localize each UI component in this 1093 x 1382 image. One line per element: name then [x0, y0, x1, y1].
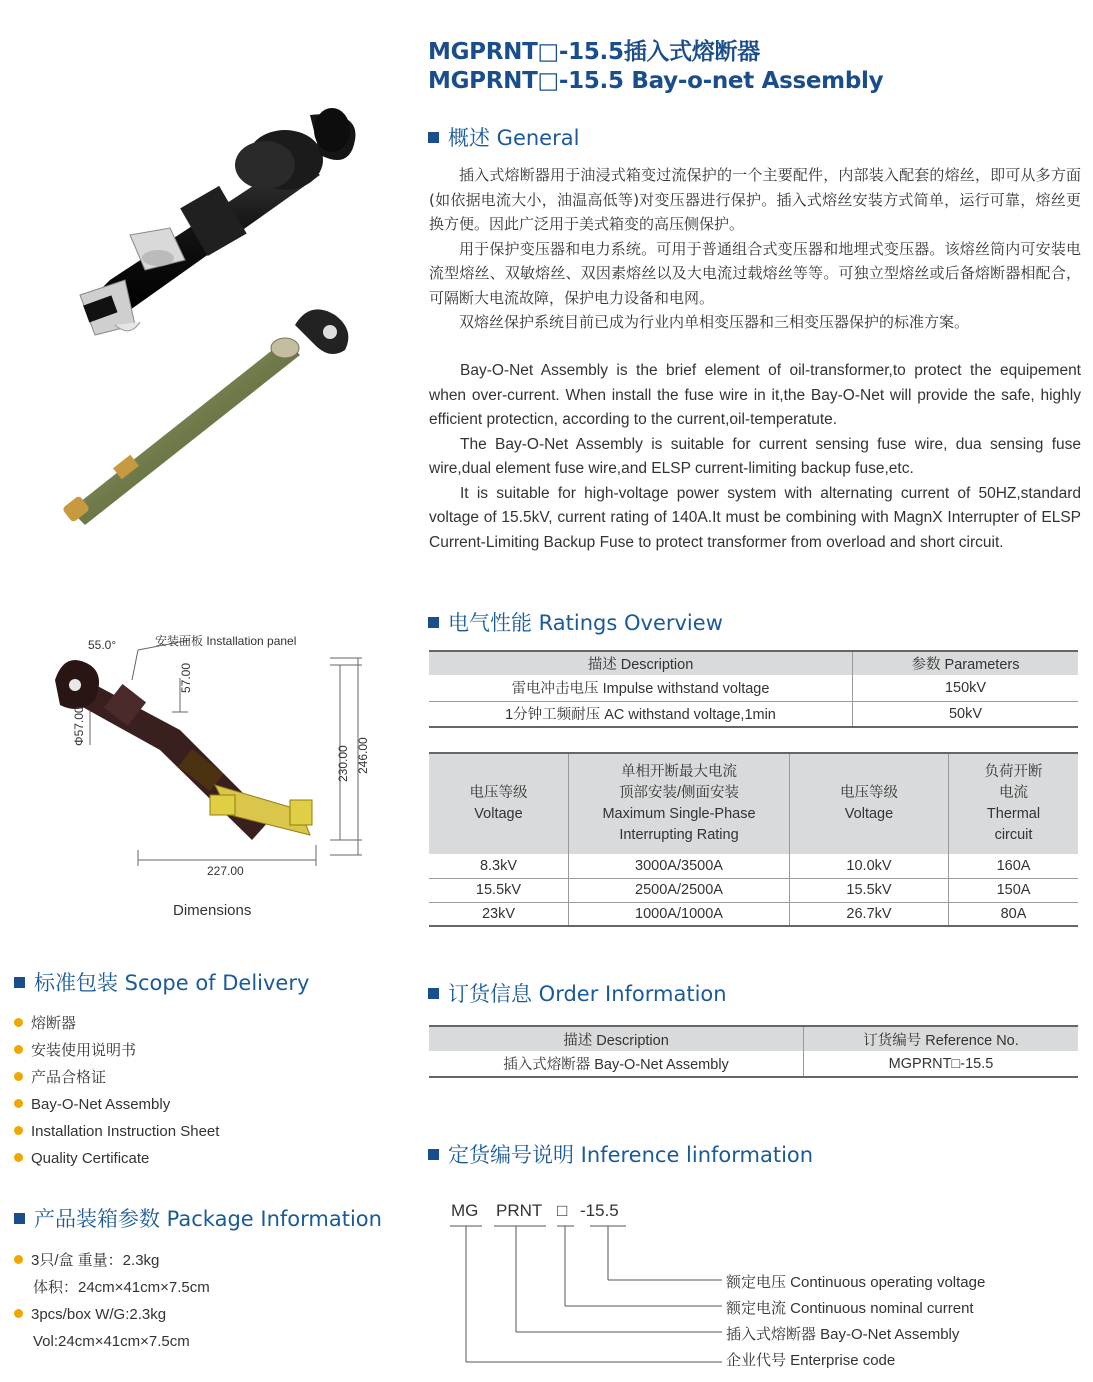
table-cell: 雷电冲击电压 Impulse withstand voltage	[429, 675, 853, 701]
delivery-list	[14, 1010, 219, 1172]
general-en-paragraph: Bay-O-Net Assembly is the brief element of oil-transformer,to protect the equipement when over-current. When install the fuse wire in it,the Bay-O-Net will provide the safe, highly efficient protecticn, according to the current,oil-temperatute.	[429, 362, 1081, 428]
table-cell: 50kV	[853, 701, 1079, 727]
table-header-voltage: 电压等级 Voltage	[429, 753, 569, 854]
dimensions-caption: Dimensions	[173, 902, 252, 919]
general-en-paragraph: The Bay-O-Net Assembly is suitable for current sensing fuse wire, dua sensing fuse wire,dual element fuse wire,and ELSP current-limiting backup fuse,etc.	[429, 435, 1081, 477]
square-bullet-icon	[428, 1149, 439, 1160]
code-part-suffix: -15.5	[580, 1201, 619, 1220]
product-photo-green-fuse-holder	[60, 300, 360, 535]
table-cell: 8.3kV	[429, 854, 569, 878]
list-item: 产品合格证	[14, 1064, 219, 1091]
dim-57-vertical: 57.00	[179, 662, 193, 693]
installation-panel-label: 安装面板 Installation panel	[155, 634, 297, 648]
table-cell: 160A	[949, 854, 1079, 878]
general-en-text	[429, 359, 1081, 555]
code-part-mg: MG	[451, 1201, 479, 1220]
square-bullet-icon	[428, 132, 439, 143]
section-package-heading: 产品装箱参数 Package Information	[14, 1205, 382, 1233]
list-item: 3只/盒 重量：2.3kg	[14, 1247, 210, 1274]
inference-label-enterprise: 企业代号 Enterprise code	[726, 1352, 896, 1369]
bullet-dot-icon	[14, 1126, 23, 1135]
general-cn-paragraph: 插入式熔断器用于油浸式箱变过流保护的一个主要配件，内部装入配套的熔丝，即可从多方面(如依据电流大小，油温高低等)对变压器进行保护。插入式熔丝安装方式简单，运行可靠，熔丝更换方便。因此广泛用于美式箱变的高压侧保护。	[429, 166, 1081, 233]
list-item: 3pcs/box W/G:2.3kg	[14, 1301, 210, 1328]
general-cn-paragraph: 用于保护变压器和电力系统。可用于普通组合式变压器和地埋式变压器。该熔丝筒内可安装电流型熔丝、双敏熔丝、双因素熔丝以及大电流过载熔丝等等。可独立型熔丝或后备熔断器相配合，可隔断大电流故障，保护电力设备和电网。	[429, 239, 1081, 307]
table-cell: 15.5kV	[429, 878, 569, 902]
square-bullet-icon	[428, 617, 439, 628]
table-cell: 3000A/3500A	[569, 854, 790, 878]
ratings-table-2	[429, 752, 1078, 927]
code-part-prnt: PRNT	[496, 1201, 543, 1220]
ratings-table-1	[429, 650, 1078, 728]
dim-227: 227.00	[207, 864, 244, 878]
square-bullet-icon	[14, 977, 25, 988]
table-cell: 10.0kV	[790, 854, 949, 878]
inference-label-current: 额定电流 Continuous nominal current	[726, 1300, 974, 1317]
dim-230: 230.00	[336, 745, 350, 782]
section-inference-heading: 定货编号说明 Inference linformation	[428, 1141, 813, 1169]
bullet-dot-icon	[14, 1018, 23, 1027]
list-item: 体积：24cm×41cm×7.5cm	[33, 1279, 210, 1296]
table-cell: 1分钟工频耐压 AC withstand voltage,1min	[429, 701, 853, 727]
angle-label: 55.0°	[88, 638, 117, 652]
general-cn-paragraph: 双熔丝保护系统目前已成为行业内单相变压器和三相变压器保护的标准方案。	[459, 313, 970, 331]
inference-label-assembly: 插入式熔断器 Bay-O-Net Assembly	[726, 1326, 960, 1343]
section-delivery-heading: 标准包装 Scope of Delivery	[14, 969, 309, 997]
table-cell: 23kV	[429, 902, 569, 926]
table-cell: 1000A/1000A	[569, 902, 790, 926]
list-item: Bay-O-Net Assembly	[14, 1091, 219, 1118]
general-cn-text	[429, 163, 1081, 335]
table-cell: MGPRNT□-15.5	[804, 1051, 1079, 1077]
table-header-interrupting: 单相开断最大电流 顶部安装/侧面安装 Maximum Single-Phase Interrupting Rating	[569, 753, 790, 854]
list-item: Quality Certificate	[14, 1145, 219, 1172]
bullet-dot-icon	[14, 1099, 23, 1108]
bullet-dot-icon	[14, 1072, 23, 1081]
table-cell: 150A	[949, 878, 1079, 902]
section-ratings-heading: 电气性能 Ratings Overview	[428, 609, 723, 637]
bullet-dot-icon	[14, 1255, 23, 1264]
general-en-paragraph: It is suitable for high-voltage power system with alternating current of 50HZ,standard voltage of 15.5kV, current rating of 140A.It must be combining with MagnX Interrupter of ELSP Current-Limiting Backup Fuse to protect transformer from overload and short circuit.	[429, 484, 1081, 551]
order-table	[429, 1025, 1078, 1078]
list-item: Vol:24cm×41cm×7.5cm	[33, 1333, 190, 1350]
table-header: 描述 Description	[429, 651, 853, 675]
table-header: 订货编号 Reference No.	[804, 1026, 1079, 1051]
list-item: 安装使用说明书	[14, 1037, 219, 1064]
package-list	[14, 1247, 210, 1355]
table-cell: 150kV	[853, 675, 1079, 701]
table-cell: 26.7kV	[790, 902, 949, 926]
table-cell: 15.5kV	[790, 878, 949, 902]
square-bullet-icon	[14, 1213, 25, 1224]
dim-phi57: Φ57.00	[72, 706, 86, 746]
code-part-box: □	[557, 1201, 568, 1220]
list-item: Installation Instruction Sheet	[14, 1118, 219, 1145]
bullet-dot-icon	[14, 1309, 23, 1318]
square-bullet-icon	[428, 988, 439, 999]
section-order-heading: 订货信息 Order Information	[428, 980, 727, 1008]
table-header: 参数 Parameters	[853, 651, 1079, 675]
dim-246: 246.00	[356, 737, 370, 774]
bullet-dot-icon	[14, 1045, 23, 1054]
table-cell: 80A	[949, 902, 1079, 926]
table-cell: 插入式熔断器 Bay-O-Net Assembly	[429, 1051, 804, 1077]
table-header: 描述 Description	[429, 1026, 804, 1051]
inference-label-voltage: 额定电压 Continuous operating voltage	[726, 1274, 986, 1291]
list-item: 熔断器	[14, 1010, 219, 1037]
inference-diagram-lines	[440, 1222, 740, 1372]
section-general-heading: 概述 General	[428, 124, 579, 152]
bullet-dot-icon	[14, 1153, 23, 1162]
table-header-voltage: 电压等级 Voltage	[790, 753, 949, 854]
title-cn: MGPRNT□-15.5插入式熔断器	[428, 39, 760, 65]
title-en: MGPRNT□-15.5 Bay-o-net Assembly	[428, 68, 884, 94]
table-cell: 2500A/2500A	[569, 878, 790, 902]
table-header-thermal: 负荷开断 电流 Thermal circuit	[949, 753, 1079, 854]
